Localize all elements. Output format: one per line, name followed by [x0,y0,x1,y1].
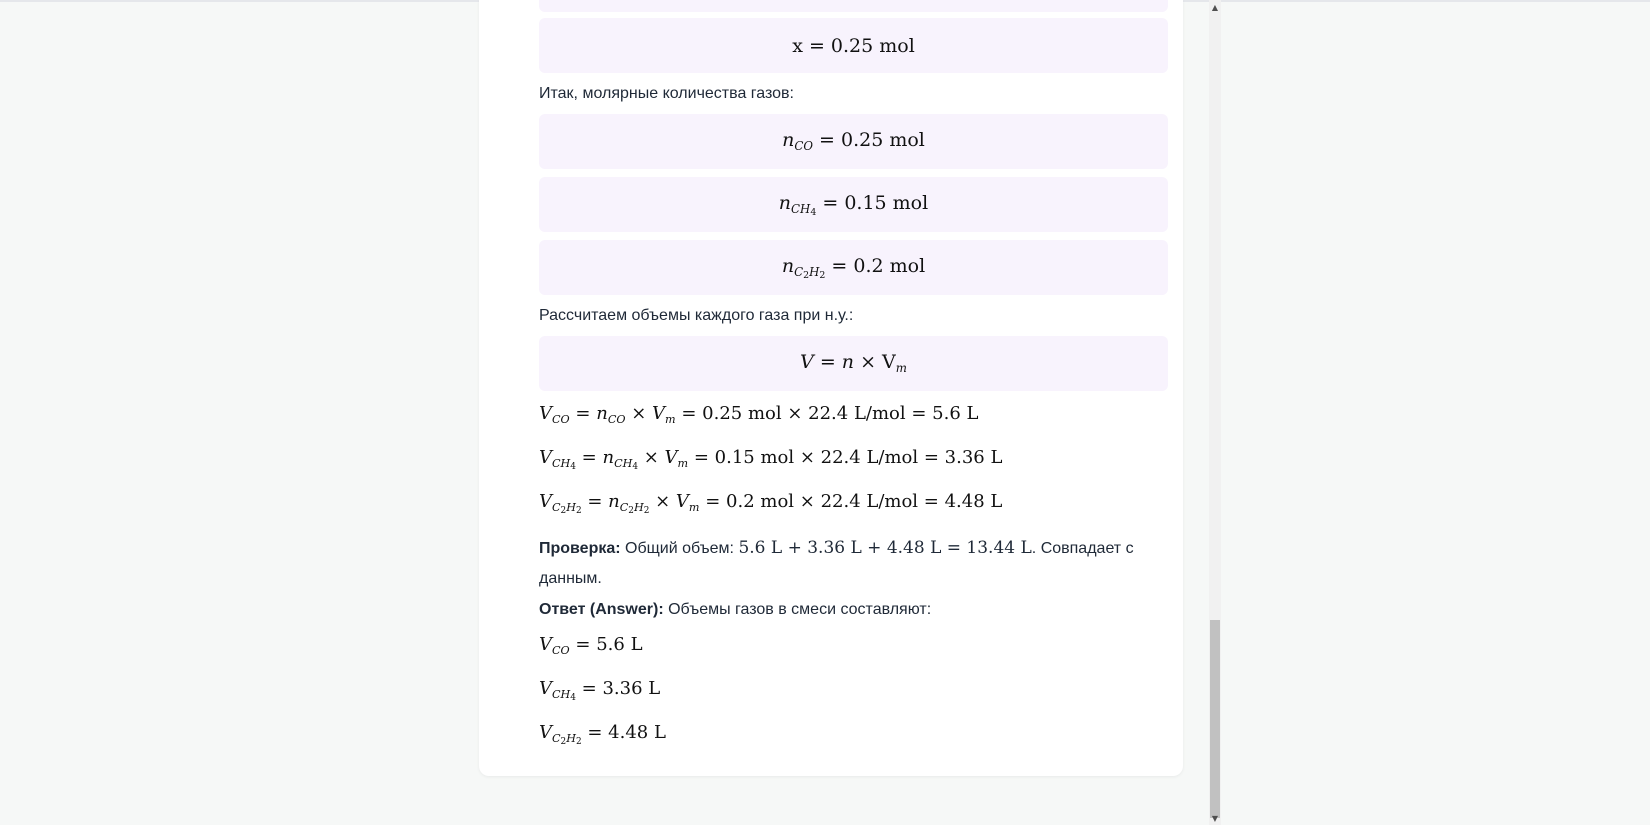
v-co-calculation: $V_{CO} = n_{CO} \times V_m = 0.25$ mol × 22.4 L/mol = 5.6 L [539,403,979,426]
scroll-thumb[interactable] [1210,620,1220,818]
math-block-volume-formula [539,336,1168,391]
answer-paragraph [539,595,1179,625]
answer-v-ch4: $V_{CH_4} = 3.36$ L [539,678,661,703]
answer-v-c2h2: $V_{C_2H_2} = 4.48$ L [539,722,666,747]
v-ch4-calculation: $V_{CH_4} = n_{CH_4} \times V_m = 0.15$ mol × 22.4 L/mol = 3.36 L [539,447,1003,472]
math-block-n-ch4 [539,177,1168,232]
v-c2h2-calculation: $V_{C_2H_2} = n_{C_2H_2} \times V_m = 0.2$ mol × 22.4 L/mol = 4.48 L [539,491,1003,516]
math-block-n-c2h2 [539,240,1168,295]
math-block-x-value [539,18,1168,73]
answer-text: Объемы газов в смеси составляют: [668,601,932,618]
math-block-n-co [539,114,1168,169]
check-label: Проверка: [539,540,621,557]
vertical-scrollbar[interactable] [1209,0,1221,825]
scroll-down-arrow-icon[interactable]: ▼ [1211,814,1219,823]
x-value-equation: x = 0.25 mol [792,34,915,57]
n-co-equation: $n_{CO} = 0.25$ mol [782,129,925,154]
math-block-partial [539,0,1168,12]
scroll-up-arrow-icon[interactable]: ▲ [1211,3,1219,12]
check-text: Общий объем: [625,540,734,557]
n-ch4-equation: $n_{CH_4} = 0.15$ mol [778,191,929,218]
volume-formula: $V = n \times V_m$ [800,351,907,376]
answer-v-co: $V_{CO} = 5.6$ L [539,634,643,657]
volumes-intro: Рассчитаем объемы каждого газа при н.у.: [539,307,854,324]
check-paragraph [539,533,1179,594]
check-text-after: . Совпадает с данным. [539,540,1134,587]
check-math: 5.6 L + 3.36 L + 4.48 L = 13.44 L [738,538,1032,558]
answer-label: Ответ (Answer): [539,601,664,618]
molar-amounts-intro: Итак, молярные количества газов: [539,85,794,102]
n-c2h2-equation: $n_{C_2H_2} = 0.2$ mol [781,254,926,281]
